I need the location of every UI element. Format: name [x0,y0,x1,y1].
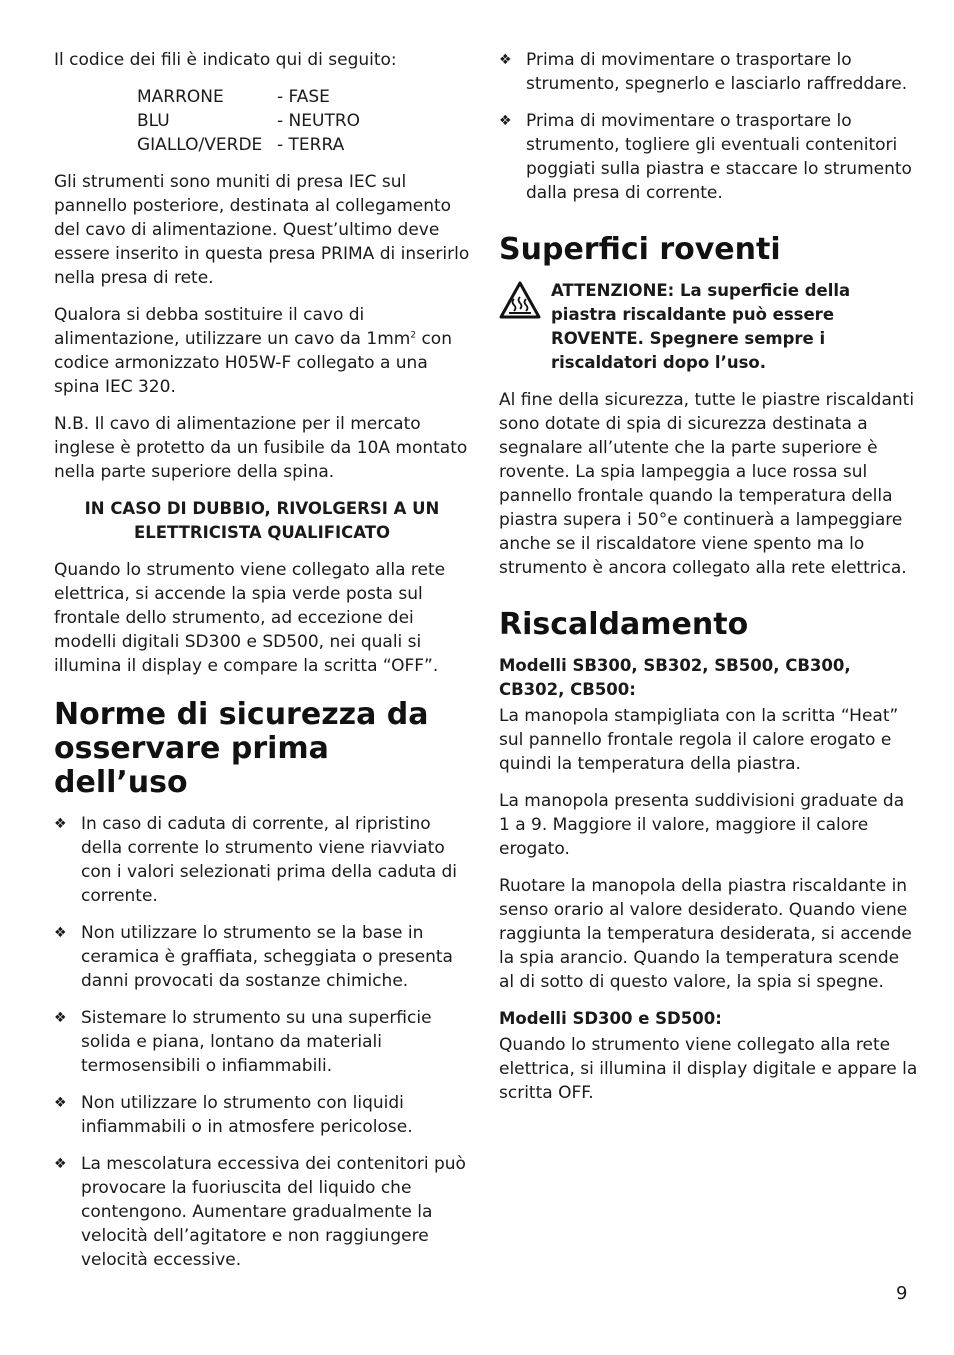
models-subheading: Modelli SB300, SB302, SB500, CB300, CB302, CB500: [499,656,851,699]
heating-heading: Riscaldamento [499,607,749,642]
wire-code-intro: Il codice dei fili è indicato qui di seguito: [54,50,397,70]
wire-code-table [137,85,470,157]
wire-meaning: - TERRA [277,135,345,155]
hot-surface-warning-icon [499,279,551,375]
list-item-text: In caso di caduta di corrente, al ripristino della corrente lo strumento viene riavviato con i valori selezionati prima della caduta di corrente. [81,814,458,906]
wire-row [137,109,470,133]
safety-light-paragraph: Al fine della sicurezza, tutte le piastre riscaldanti sono dotate di spia di sicurezza destinata a segnalare all’utente che la parte superiore è rovente. La spia lampeggia a luce rossa sul pannello frontale quando la temperatura della piastra supera i 50°e continuerà a lampeggiare anche se il riscaldatore viene spento ma lo strumento è ancora collegato alla rete elettrica. [499,390,915,578]
left-column [54,48,470,1285]
diamond-bullet-icon: ❖ [54,1010,67,1026]
list-item-text: Non utilizzare lo strumento con liquidi infiammabili o in atmosfere pericolose. [81,1093,413,1137]
wire-color: BLU [137,111,170,131]
rotate-paragraph: Ruotare la manopola della piastra riscaldante in senso orario al valore desiderato. Quando viene raggiunta la temperatura desiderata, si accende la spia arancio. Quando la temperatura scende al di sotto di questo valore, la spia si spegne. [499,876,912,992]
wire-row [137,133,470,157]
list-item [499,109,919,205]
list-item-text: La mescolatura eccessiva dei contenitori può provocare la fuoriuscita del liquido che contengono. Aumentare gradualmente la velocità dell’agitatore e non raggiungere velocità eccessive. [81,1154,466,1270]
connection-paragraph: Quando lo strumento viene collegato alla rete elettrica, si accende la spia verde posta sul frontale dello strumento, ad eccezione dei modelli digitali SD300 e SD500, nei quali si illumina il display e compare la scritta “OFF”. [54,560,446,676]
wire-meaning: - NEUTRO [277,111,361,131]
list-item-text: Non utilizzare lo strumento se la base in ceramica è graffiata, scheggiata o presenta danni provocati da sostanze chimiche. [81,923,453,991]
cable-replacement-paragraph [54,303,470,399]
cable-replacement-text-a: Qualora si debba sostituire il cavo di alimentazione, utilizzare un cavo da 1mm [54,305,411,349]
diamond-bullet-icon: ❖ [54,925,67,941]
list-item-text: Prima di movimentare o trasportare lo strumento, togliere gli eventuali contenitori poggiati sulla piastra e staccare lo strumento dalla presa di corrente. [526,111,912,203]
list-item [54,1152,470,1272]
wire-row [137,85,470,109]
wire-color: MARRONE [137,87,224,107]
list-item-text: Sistemare lo strumento su una superficie solida e piana, lontano da materiali termosensibili o infiammabili. [81,1008,432,1076]
doubt-notice: IN CASO DI DUBBIO, RIVOLGERSI A UN ELETTRICISTA QUALIFICATO [84,499,440,542]
list-item [499,48,919,96]
list-item [54,921,470,993]
diamond-bullet-icon: ❖ [499,52,512,68]
safety-heading: Norme di sicurezza da osservare prima dell’uso [54,697,429,800]
digital-paragraph: Quando lo strumento viene collegato alla rete elettrica, si illumina il display digitale e appare la scritta OFF. [499,1035,918,1103]
warning-text: ATTENZIONE: La superficie della piastra riscaldante può essere ROVENTE. Spegnere sempre i riscaldatori dopo l’uso. [551,281,851,372]
list-item [54,1091,470,1139]
diamond-bullet-icon: ❖ [54,1095,67,1111]
digital-models-subheading: Modelli SD300 e SD500: [499,1009,722,1028]
wire-color: GIALLO/VERDE [137,135,263,155]
right-column [499,48,919,1118]
nb-paragraph: N.B. Il cavo di alimentazione per il mercato inglese è protetto da un fusibile da 10A montato nella parte superiore della spina. [54,414,468,482]
scale-paragraph: La manopola presenta suddivisioni graduate da 1 a 9. Maggiore il valore, maggiore il calore erogato. [499,791,905,859]
diamond-bullet-icon: ❖ [54,816,67,832]
knob-paragraph: La manopola stampigliata con la scritta “Heat” sul pannello frontale regola il calore erogato e quindi la temperatura della piastra. [499,706,899,774]
list-item-text: Prima di movimentare o trasportare lo strumento, spegnerlo e lasciarlo raffreddare. [526,50,908,94]
page-number: 9 [896,1283,908,1304]
hot-surfaces-heading: Superfici roventi [499,232,781,267]
iec-socket-paragraph: Gli strumenti sono muniti di presa IEC sul pannello posteriore, destinata al collegamento del cavo di alimentazione. Quest’ultimo deve essere inserito in questa presa PRIMA di inserirlo nella presa di rete. [54,172,470,288]
hot-surface-warning [499,279,919,375]
cable-replacement-text-b: con codice armonizzato H05W-F collegato a una spina IEC 320. [54,329,452,397]
list-item [54,1006,470,1078]
superscript: 2 [410,330,417,341]
diamond-bullet-icon: ❖ [54,1156,67,1172]
list-item [54,812,470,908]
wire-meaning: - FASE [277,87,330,107]
diamond-bullet-icon: ❖ [499,113,512,129]
